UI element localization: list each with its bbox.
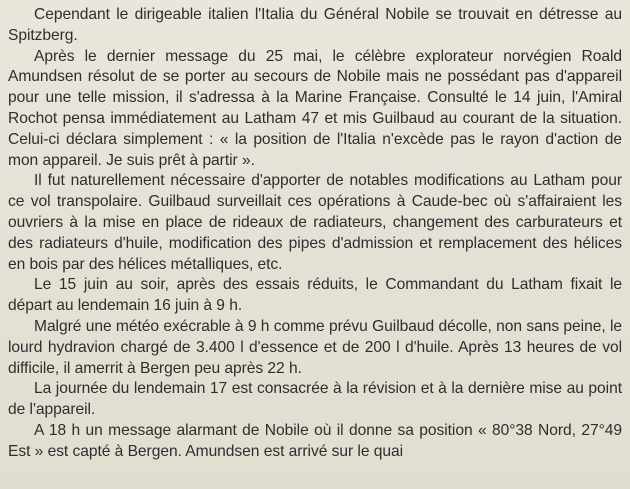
paragraph-takeoff-bergen: Malgré une météo exécrable à 9 h comme prévu Guilbaud décolle, non sans peine, le lourd hydravion chargé de 3.400 l d'essence et de 200 l d'huile. Après 13 heures de vol difficile, il amerrit à Bergen peu après 22 h. xyxy=(8,317,622,377)
article-body xyxy=(8,0,622,463)
paragraph-latham-modifications: Il fut naturellement nécessaire d'apporter de notables modifications au Latham pour ce vol transpolaire. Guilbaud surveillait ces opérations à Caude-bec où s'affairaient les ouvriers à la mise en place de rideaux de radiateurs, changement des carburateurs et des radiateurs d'huile, modification des pipes d'admission et remplacement des hélices en bois par des hélices métalliques, etc. xyxy=(8,172,622,273)
paragraph-amundsen-request: Après le dernier message du 25 mai, le célèbre explorateur norvégien Roald Amundsen résolut de se porter au secours de Nobile mais ne possédant pas d'appareil pour une telle mission, il s'adressa à la Marine Française. Consulté le 14 juin, l'Amiral Rochot pensa immédiatement au Latham 47 et mis Guilbaud au courant de la situation. Celui-ci déclara simplement : « la position de l'Italia n'excède pas le rayon d'action de mon appareil. Je suis prêt à partir ». xyxy=(8,47,622,169)
paragraph-revision-day: La journée du lendemain 17 est consacrée à la révision et à la dernière mise au point de l'appareil. xyxy=(8,380,622,419)
paragraph-departure-date: Le 15 juin au soir, après des essais réduits, le Commandant du Latham fixait le départ au lendemain 16 juin à 9 h. xyxy=(8,276,622,315)
paragraph-italia-distress: Cependant le dirigeable italien l'Italia du Général Nobile se trouvait en détresse au Spitzberg. xyxy=(8,6,622,44)
paragraph-nobile-message: A 18 h un message alarmant de Nobile où il donne sa position « 80°38 Nord, 27°49 Est » est capté à Bergen. Amundsen est arrivé sur le quai xyxy=(8,421,622,460)
